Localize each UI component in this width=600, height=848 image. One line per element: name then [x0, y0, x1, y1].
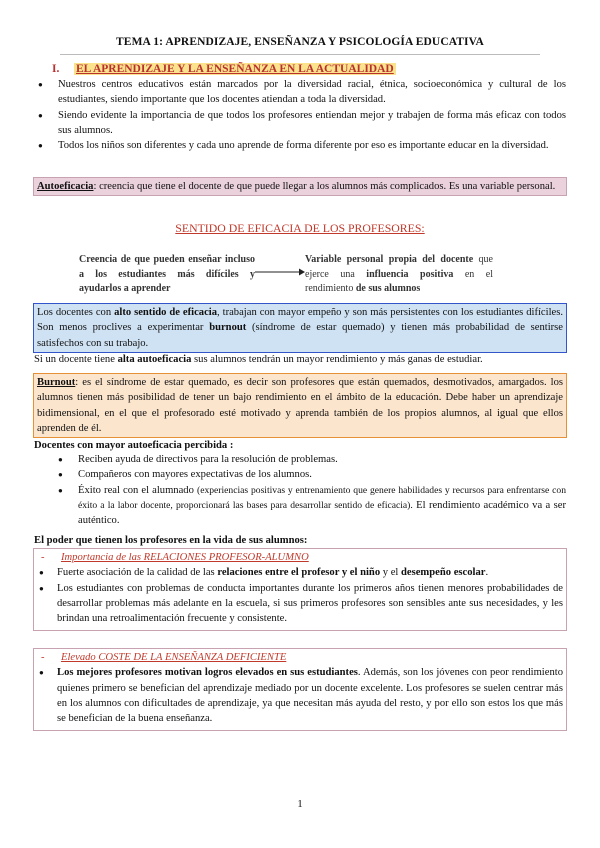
list-item: ● Siendo evidente la importancia de que todos los profesores entiendan mejor y trabajen de forma más eficaz con todos sus alumnos.	[34, 108, 566, 139]
coste-subheading	[37, 650, 563, 665]
text-run: y el	[380, 567, 402, 579]
section-number: I.	[52, 63, 60, 75]
bold-run: Los mejores profesores motivan logros elevados en sus estudiantes	[57, 667, 358, 679]
flow-right-bold-c: influencia positiva	[366, 268, 454, 280]
list-item: ● Reciben ayuda de directivos para la resolución de problemas.	[54, 452, 566, 467]
autoeficacia-definition-box	[33, 177, 567, 196]
title-divider	[60, 54, 540, 55]
flow-right-text-d: en el rendimiento	[305, 268, 493, 294]
flow-right-bold-e: de sus alumnos	[355, 283, 421, 294]
relaciones-box	[33, 548, 567, 631]
document-title: TEMA 1: APRENDIZAJE, ENSEÑANZA Y PSICOLOGÍA EDUCATIVA	[116, 36, 484, 48]
text-run: Fuerte asociación de la calidad de las	[57, 567, 218, 579]
section-title: EL APRENDIZAJE Y LA ENSEÑANZA EN LA ACTUALIDAD	[76, 63, 394, 75]
text-run: . Además, son los jóvenes con peor rendimiento quienes primero se benefician del aprendizaje mediado por un docente excelente. Los profesores se suelen centrar más en los alumnos con dificultades de aprendizaje, ya que necesitan más ayuda del resto, y por ello son estos los que más se benefician de la buena enseñanza.	[57, 667, 563, 725]
list-item: ● Nuestros centros educativos están marcados por la diversidad racial, étnica, socioeconómica y cultural de los estudiantes, siendo importante que los docentes atiendan a toda la diversidad.	[34, 77, 566, 108]
flow-left-text: Creencia de que pueden enseñar incluso a los estudiantes más difíciles y ayudarlos a aprender	[79, 254, 255, 294]
coste-heading-text: Elevado COSTE DE LA ENSEÑANZA DEFICIENTE	[61, 652, 287, 663]
intro-bullet-list	[34, 77, 566, 154]
text-run: (síndrome de estar quemado) y tienen más probabilidad de sentirse satisfechos con su trabajo.	[37, 322, 563, 349]
text-run: Éxito real con el alumnado	[78, 484, 197, 496]
right-arrow-icon	[255, 267, 305, 277]
section-heading	[52, 61, 396, 78]
docentes-bullet-list	[54, 452, 566, 529]
page-number: 1	[297, 798, 303, 810]
burnout-definition: : es el síndrome de estar quemado, es decir son profesores que están quemados, desmotivados, amargados. los alumnos tienen más posibilidad de tener un bajo rendimiento en el ámbito de la educación. Debe haber un aprendizaje bidimensional, en el que el profesorado esté motivado y aprenda también de los propios alumnos, al igual que ellos aprenden de él.	[37, 377, 563, 435]
bold-run: relaciones entre el profesor y el niño	[217, 567, 381, 579]
docentes-heading: Docentes con mayor autoeficacia percibida :	[34, 440, 234, 451]
text-run: .	[485, 567, 489, 579]
flow-right-text	[305, 253, 493, 297]
list-item: ● Todos los niños son diferentes y cada uno aprende de forma diferente por eso es importante educar en la diversidad.	[34, 138, 566, 153]
bold-run: alta autoeficacia	[117, 354, 192, 365]
list-item	[37, 665, 563, 726]
relaciones-bullet-list	[37, 565, 563, 626]
list-item	[37, 565, 563, 580]
text-run: , trabajan con mayor empeño y son más persistentes con los estudiantes difíciles. Son menos proclives a experimentar	[37, 307, 563, 334]
autoeficacia-definition: : creencia que tiene el docente de que puede llegar a los alumnos más complicados. Es una variable personal.	[93, 181, 556, 192]
list-item: ● Los estudiantes con problemas de conducta importantes durante los primeros años tienen menores probabilidades de desarrollar problemas más adelante en la escuela, si sus primeros profesores son sensibles ante sus necesidades, y les brindan una retroalimentación frecuente y consistente.	[37, 581, 563, 627]
sentido-eficacia-heading: SENTIDO DE EFICACIA DE LOS PROFESORES:	[175, 221, 425, 235]
text-run: Los docentes con	[37, 307, 115, 318]
text-run: sus alumnos tendrán un mayor rendimiento y más ganas de estudiar.	[191, 354, 483, 365]
text-run: El rendimiento académico va a ser auténtico.	[78, 500, 566, 527]
coste-bullet-list	[37, 665, 563, 726]
bold-run: alto sentido de eficacia	[114, 307, 218, 318]
text-run-small: (experiencias positivas y entrenamiento que genere habilidades y recursos para enfrentarse con éxito a la labor docente, proporcionará las bases para desarrollar sentido de eficacia).	[78, 484, 566, 512]
bold-run: desempeño escolar	[401, 567, 486, 579]
coste-box	[33, 648, 567, 731]
autoeficacia-term: Autoeficacia	[37, 181, 94, 192]
alta-autoeficacia-paragraph	[34, 352, 566, 367]
burnout-definition-box	[33, 373, 567, 438]
burnout-term: Burnout	[37, 377, 76, 388]
text-run: Si un docente tiene	[34, 354, 118, 365]
bold-run: burnout	[209, 322, 247, 334]
relaciones-heading-text: Importancia de las RELACIONES PROFESOR-ALUMNO	[61, 552, 309, 563]
list-item: ● Compañeros con mayores expectativas de los alumnos.	[54, 467, 566, 482]
flow-right-text-b: que ejerce una	[305, 254, 493, 280]
relaciones-subheading	[37, 550, 563, 565]
flow-right-bold-a: Variable personal propia del docente	[305, 254, 474, 265]
list-item	[54, 483, 566, 529]
alto-sentido-eficacia-box	[33, 303, 567, 353]
poder-heading: El poder que tienen los profesores en la vida de sus alumnos:	[34, 535, 308, 546]
